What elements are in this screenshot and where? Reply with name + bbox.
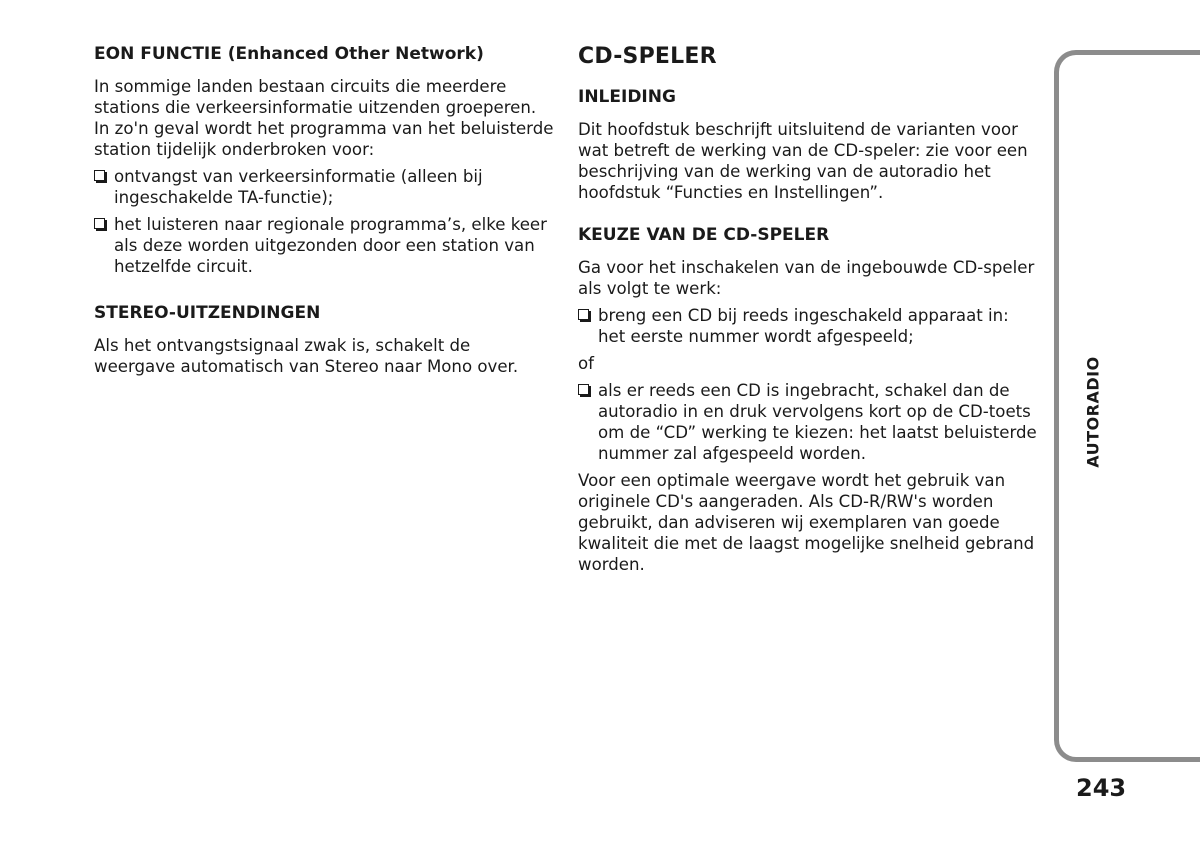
keuze-heading: KEUZE VAN DE CD-SPELER bbox=[578, 225, 830, 245]
checkbox-bullet-icon bbox=[578, 309, 589, 320]
keuze-list-1 bbox=[578, 305, 1040, 347]
list-item bbox=[578, 305, 1040, 347]
eon-heading: EON FUNCTIE (Enhanced Other Network) bbox=[94, 44, 484, 64]
checkbox-bullet-icon bbox=[94, 170, 105, 181]
left-column bbox=[94, 44, 556, 399]
page-number: 243 bbox=[1076, 774, 1127, 802]
eon-list bbox=[94, 166, 556, 277]
inleiding-text: Dit hoofdstuk beschrijft uitsluitend de varianten voor wat betreft de werking van de CD-speler: zie voor een beschrijving van de werking van de autoradio het hoofdstuk “Functies en Instellingen”. bbox=[578, 120, 1028, 202]
inleiding-section bbox=[578, 87, 1040, 203]
checkbox-bullet-icon bbox=[94, 218, 105, 229]
list-item-text: ontvangst van verkeersinformatie (alleen bij ingeschakelde TA-functie); bbox=[114, 167, 483, 207]
list-item-text: als er reeds een CD is ingebracht, schakel dan de autoradio in en druk vervolgens kort op de CD-toets om de “CD” werking te kiezen: het laatst beluisterde nummer zal afgespeeld worden. bbox=[598, 381, 1037, 463]
stereo-section bbox=[94, 303, 556, 377]
keuze-closing: Voor een optimale weergave wordt het gebruik van originele CD's aangeraden. Als CD-R/RW's worden gebruikt, dan adviseren wij exemplaren van goede kwaliteit die met de laagst mogelijke snelheid gebrand worden. bbox=[578, 471, 1035, 574]
eon-section bbox=[94, 44, 556, 277]
list-item bbox=[94, 214, 556, 277]
eon-intro: In sommige landen bestaan circuits die meerdere stations die verkeersinformatie uitzenden groeperen. In zo'n geval wordt het programma van het beluisterde station tijdelijk onderbroken voor: bbox=[94, 77, 554, 159]
list-item-text: het luisteren naar regionale programma’s, elke keer als deze worden uitgezonden door een station van hetzelfde circuit. bbox=[114, 215, 547, 276]
chapter-tab bbox=[1054, 50, 1200, 762]
chapter-label: AUTORADIO bbox=[1083, 356, 1103, 468]
right-column bbox=[578, 44, 1040, 597]
list-item bbox=[578, 380, 1040, 464]
keuze-or: of bbox=[578, 354, 594, 373]
keuze-section bbox=[578, 225, 1040, 575]
inleiding-heading: INLEIDING bbox=[578, 87, 676, 107]
page-title: CD-SPELER bbox=[578, 44, 717, 69]
stereo-heading: STEREO-UITZENDINGEN bbox=[94, 303, 321, 323]
list-item-text: breng een CD bij reeds ingeschakeld apparaat in: het eerste nummer wordt afgespeeld; bbox=[598, 306, 1009, 346]
keuze-list-2 bbox=[578, 380, 1040, 464]
list-item bbox=[94, 166, 556, 208]
stereo-text: Als het ontvangstsignaal zwak is, schakelt de weergave automatisch van Stereo naar Mono over. bbox=[94, 336, 519, 376]
checkbox-bullet-icon bbox=[578, 384, 589, 395]
keuze-intro: Ga voor het inschakelen van de ingebouwde CD-speler als volgt te werk: bbox=[578, 258, 1035, 298]
